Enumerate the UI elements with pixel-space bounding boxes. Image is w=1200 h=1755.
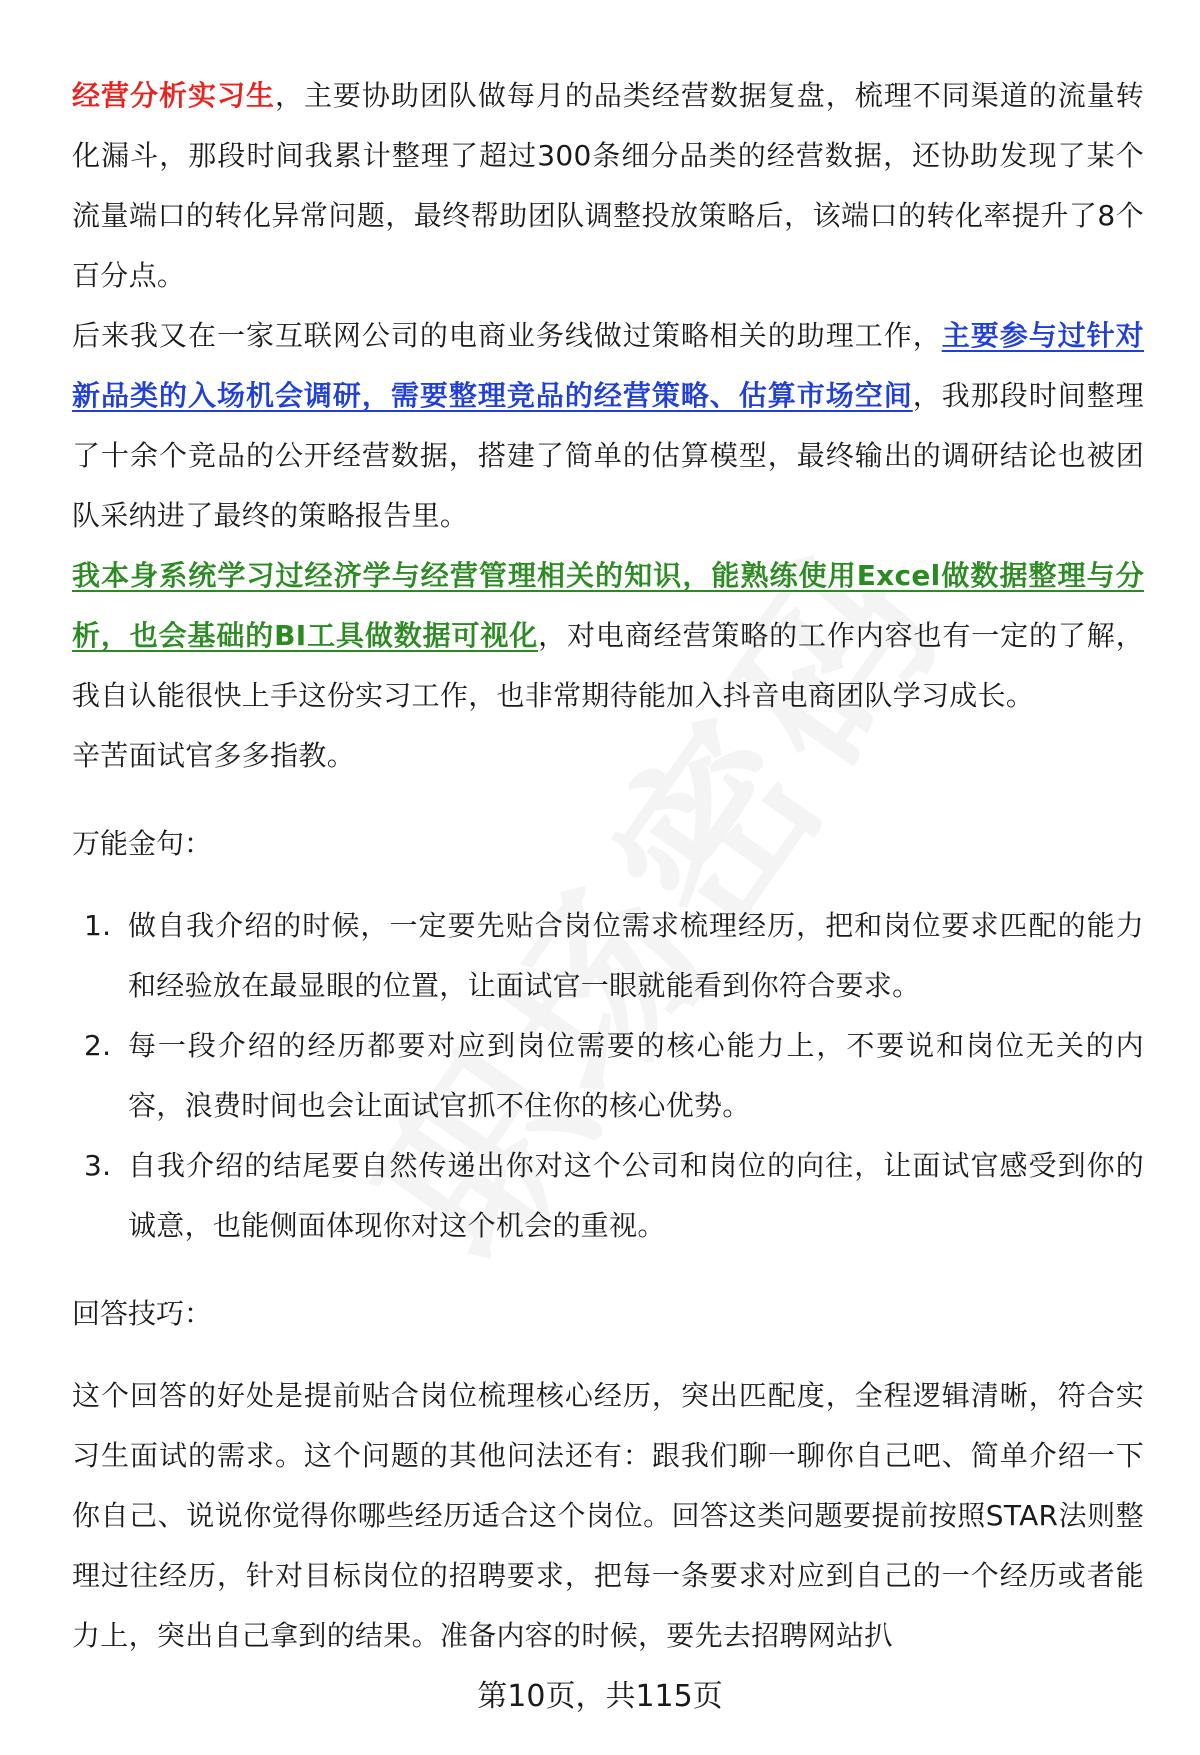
answer-tips-body: 这个回答的好处是提前贴合岗位梳理核心经历，突出匹配度，全程逻辑清晰，符合实习生面试的需求。这个问题的其他问法还有：跟我们聊一聊你自己吧、简单介绍一下你自己、说说你觉得你哪些经历适合这个岗位。回答这类问题要提前按照STAR法则整理过往经历，针对目标岗位的招聘要求，把每一条要求对应到自己的一个经历或者能力上，突出自己拿到的结果。准备内容的时候，要先去招聘网站扒 — [72, 1379, 1144, 1652]
list-item-text: 做自我介绍的时候，一定要先贴合岗位需求梳理经历，把和岗位要求匹配的能力和经验放在最显眼的位置，让面试官一眼就能看到你符合要求。 — [128, 909, 1144, 1002]
list-item-text: 每一段介绍的经历都要对应到岗位需要的核心能力上，不要说和岗位无关的内容，浪费时间也会让面试官抓不住你的核心优势。 — [128, 1029, 1144, 1122]
intro-paragraph-2-start: 后来我又在一家互联网公司的电商业务线做过策略相关的助理工作， — [72, 319, 942, 352]
golden-sentences-heading: 万能金句： — [72, 827, 213, 860]
intro-paragraph-3 — [72, 546, 1144, 726]
list-item-number: 3. — [84, 1149, 112, 1182]
intro-paragraph-2-text: ，我那段时间整理了十余个竞品的公开经营数据，搭建了简单的估算模型，最终输出的调研结论也被团队采纳进了最终的策略报告里。 — [72, 379, 1144, 532]
skills-highlight: 我本身系统学习过经济学与经营管理相关的知识，能熟练使用Excel做数据整理与分析，也会基础的BI工具做数据可视化 — [72, 559, 1144, 652]
intro-paragraph-4: 辛苦面试官多多指教。 — [72, 739, 356, 772]
page-number: 第10页，共115页 — [477, 1679, 723, 1714]
list-item — [72, 896, 1144, 1016]
intro-paragraph-3-text: ，对电商经营策略的工作内容也有一定的了解，我自认能很快上手这份实习工作，也非常期待能加入抖音电商团队学习成长。 — [72, 619, 1144, 712]
answer-tips-heading: 回答技巧： — [72, 1297, 213, 1330]
role-highlight: 经营分析实习生 — [72, 79, 275, 112]
list-item — [72, 1136, 1144, 1256]
list-item-number: 2. — [84, 1029, 112, 1062]
list-item-text: 自我介绍的结尾要自然传递出你对这个公司和岗位的向往，让面试官感受到你的诚意，也能侧面体现你对这个机会的重视。 — [128, 1149, 1144, 1242]
intro-paragraph-1-text: ，主要协助团队做每月的品类经营数据复盘，梳理不同渠道的流量转化漏斗，那段时间我累计整理了超过300条细分品类的经营数据，还协助发现了某个流量端口的转化异常问题，最终帮助团队调整投放策略后，该端口的转化率提升了8个百分点。 — [72, 79, 1144, 292]
list-item-number: 1. — [84, 909, 112, 942]
research-highlight: 主要参与过针对新品类的入场机会调研，需要整理竞品的经营策略、估算市场空间 — [72, 319, 1144, 412]
document-body — [72, 66, 1144, 1666]
list-item — [72, 1016, 1144, 1136]
intro-paragraph-1 — [72, 66, 1144, 306]
golden-sentences-list — [72, 896, 1144, 1256]
intro-paragraph-2 — [72, 306, 1144, 546]
